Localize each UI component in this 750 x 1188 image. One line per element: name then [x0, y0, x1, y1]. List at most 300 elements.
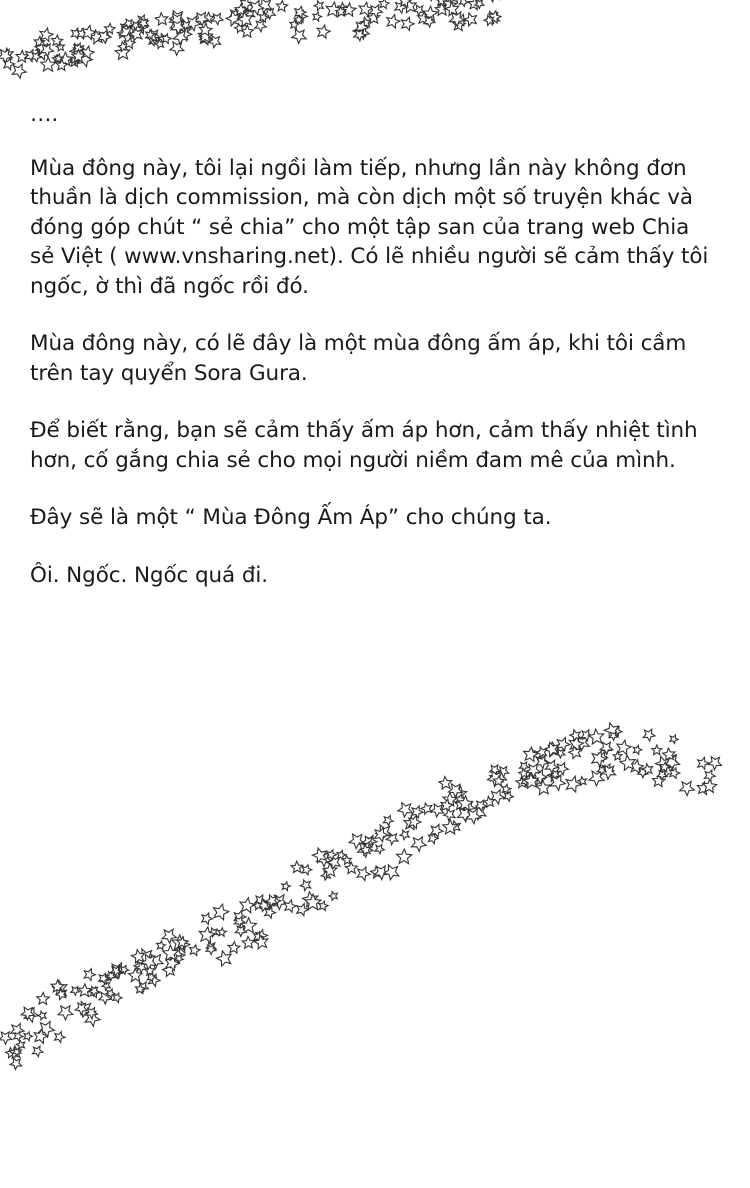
star-outline-icon: [458, 796, 473, 810]
star-outline-icon: [660, 762, 670, 772]
star-outline-icon: [25, 50, 37, 62]
star-outline-icon: [536, 747, 546, 758]
star-outline-icon: [399, 0, 411, 7]
star-outline-icon: [147, 30, 159, 42]
star-outline-icon: [489, 11, 501, 23]
star-outline-icon: [326, 2, 341, 17]
star-outline-icon: [319, 901, 328, 911]
star-outline-icon: [129, 968, 143, 981]
star-outline-icon: [37, 992, 50, 1004]
star-outline-icon: [162, 34, 172, 44]
star-outline-icon: [291, 861, 303, 872]
star-outline-icon: [230, 9, 241, 20]
star-outline-icon: [300, 880, 311, 891]
star-outline-icon: [609, 732, 618, 740]
star-outline-icon: [235, 7, 247, 19]
star-outline-icon: [532, 750, 543, 760]
star-outline-icon: [411, 837, 426, 852]
star-outline-icon: [240, 898, 255, 913]
paragraph-passion: Để biết rằng, bạn sẽ cảm thấy ấm áp hơn, cảm thấy nhiệt tình hơn, cố gắng chia sẻ cho mọi người niềm đam mê của mình.: [30, 418, 698, 473]
star-outline-icon: [386, 833, 398, 845]
star-outline-icon: [443, 793, 457, 807]
star-outline-icon: [566, 776, 581, 792]
star-outline-icon: [264, 8, 275, 19]
star-outline-icon: [359, 2, 373, 16]
star-outline-icon: [296, 10, 308, 22]
star-outline-icon: [519, 768, 528, 778]
star-outline-icon: [387, 15, 400, 29]
star-outline-icon: [74, 43, 84, 54]
star-outline-icon: [454, 797, 467, 809]
star-outline-icon: [620, 755, 635, 770]
star-outline-icon: [367, 11, 380, 23]
star-outline-icon: [234, 917, 245, 928]
star-outline-icon: [524, 747, 538, 761]
star-outline-icon: [179, 27, 192, 41]
star-outline-icon: [131, 22, 140, 30]
star-outline-icon: [70, 44, 85, 59]
star-outline-icon: [357, 27, 370, 40]
star-outline-icon: [124, 38, 135, 49]
star-outline-icon: [111, 967, 121, 977]
star-outline-icon: [163, 964, 176, 977]
star-outline-icon: [550, 775, 565, 790]
star-outline-icon: [445, 2, 459, 16]
star-outline-icon: [121, 21, 133, 33]
star-outline-icon: [436, 0, 449, 6]
star-outline-icon: [32, 1046, 43, 1057]
star-outline-icon: [414, 5, 424, 15]
star-outline-icon: [652, 745, 662, 755]
bottom-star-garland: [0, 723, 722, 1070]
star-outline-icon: [53, 55, 62, 64]
star-outline-icon: [258, 899, 270, 911]
star-outline-icon: [35, 41, 50, 56]
star-outline-icon: [131, 950, 144, 963]
star-outline-icon: [53, 981, 67, 995]
star-outline-icon: [24, 1032, 33, 1041]
star-outline-icon: [439, 777, 452, 790]
star-outline-icon: [206, 942, 216, 952]
star-outline-icon: [365, 835, 377, 847]
star-outline-icon: [137, 982, 148, 993]
star-outline-icon: [589, 729, 604, 744]
star-outline-icon: [294, 15, 303, 24]
star-outline-icon: [190, 945, 201, 956]
star-outline-icon: [379, 0, 389, 8]
star-outline-icon: [9, 1046, 22, 1058]
star-outline-icon: [312, 848, 326, 863]
star-outline-icon: [255, 20, 267, 31]
star-outline-icon: [241, 918, 257, 933]
star-outline-icon: [234, 16, 247, 29]
star-outline-icon: [56, 43, 65, 52]
star-outline-icon: [371, 866, 383, 878]
star-outline-icon: [340, 6, 349, 15]
ellipsis-paragraph: ….: [30, 102, 59, 127]
star-outline-icon: [218, 928, 227, 937]
star-outline-icon: [177, 937, 188, 948]
star-outline-icon: [570, 730, 580, 741]
star-outline-icon: [342, 856, 351, 865]
star-outline-icon: [115, 45, 130, 59]
star-outline-icon: [255, 895, 266, 906]
star-outline-icon: [457, 14, 468, 25]
star-outline-icon: [545, 742, 558, 756]
star-outline-icon: [353, 24, 366, 37]
star-outline-icon: [34, 37, 45, 47]
star-outline-icon: [226, 11, 240, 26]
star-outline-icon: [228, 942, 240, 954]
star-outline-icon: [137, 949, 153, 965]
star-outline-icon: [206, 945, 216, 955]
star-outline-icon: [101, 974, 111, 984]
star-outline-icon: [292, 29, 307, 43]
star-outline-icon: [86, 1008, 98, 1019]
star-outline-icon: [578, 777, 587, 786]
star-outline-icon: [70, 56, 79, 65]
star-outline-icon: [403, 0, 417, 13]
star-outline-icon: [11, 1024, 25, 1038]
star-outline-icon: [569, 737, 583, 751]
star-outline-icon: [90, 987, 100, 998]
star-outline-icon: [643, 729, 655, 741]
star-outline-icon: [670, 735, 678, 744]
star-outline-icon: [519, 762, 529, 771]
star-outline-icon: [475, 0, 484, 9]
star-outline-icon: [199, 927, 215, 943]
star-outline-icon: [600, 742, 613, 754]
star-outline-icon: [71, 28, 81, 39]
star-outline-icon: [604, 723, 618, 738]
top-star-garland: [0, 0, 505, 78]
star-outline-icon: [504, 792, 514, 802]
star-outline-icon: [266, 899, 275, 908]
star-outline-icon: [469, 0, 481, 10]
star-outline-icon: [597, 766, 606, 775]
star-outline-icon: [601, 765, 615, 779]
star-outline-icon: [163, 945, 179, 960]
star-outline-icon: [617, 740, 631, 755]
star-outline-icon: [119, 27, 134, 41]
star-outline-icon: [317, 25, 330, 38]
star-outline-icon: [431, 804, 444, 817]
star-outline-icon: [235, 24, 244, 33]
star-outline-icon: [527, 764, 541, 777]
star-outline-icon: [203, 12, 214, 23]
star-outline-icon: [490, 765, 501, 775]
star-outline-icon: [75, 1003, 87, 1015]
star-outline-icon: [493, 776, 504, 786]
star-outline-icon: [209, 36, 221, 48]
star-outline-icon: [550, 770, 560, 779]
star-outline-icon: [138, 18, 148, 28]
star-outline-icon: [589, 771, 604, 786]
star-outline-icon: [663, 748, 676, 760]
star-outline-icon: [490, 773, 499, 782]
star-outline-icon: [14, 1032, 23, 1042]
star-outline-icon: [539, 757, 548, 765]
star-outline-icon: [137, 15, 147, 25]
star-outline-icon: [249, 0, 263, 15]
star-outline-icon: [238, 12, 253, 27]
star-outline-icon: [545, 760, 558, 773]
star-outline-icon: [449, 821, 460, 832]
star-outline-icon: [642, 764, 653, 775]
star-outline-icon: [181, 25, 191, 35]
star-outline-icon: [148, 954, 163, 969]
star-outline-icon: [321, 871, 330, 880]
star-outline-icon: [345, 862, 357, 874]
star-outline-icon: [81, 46, 94, 59]
star-outline-icon: [123, 33, 134, 44]
star-outline-icon: [58, 1006, 73, 1020]
star-outline-icon: [124, 19, 133, 28]
star-outline-icon: [409, 816, 421, 829]
star-outline-icon: [157, 941, 166, 950]
star-outline-icon: [41, 57, 56, 71]
star-outline-icon: [697, 782, 710, 795]
star-outline-icon: [356, 21, 369, 34]
star-outline-icon: [337, 850, 346, 859]
star-outline-icon: [242, 936, 254, 948]
star-outline-icon: [443, 0, 456, 11]
star-outline-icon: [117, 29, 127, 38]
star-outline-icon: [0, 1032, 12, 1044]
star-outline-icon: [362, 836, 373, 847]
star-outline-icon: [71, 987, 80, 996]
star-outline-icon: [603, 745, 612, 753]
star-outline-icon: [76, 1002, 91, 1018]
star-outline-icon: [375, 828, 389, 842]
star-outline-icon: [448, 0, 460, 3]
star-outline-icon: [303, 892, 318, 907]
star-outline-icon: [534, 774, 546, 785]
star-outline-icon: [665, 754, 678, 767]
star-outline-icon: [664, 755, 679, 770]
paragraph-silly: Ôi. Ngốc. Ngốc quá đi.: [30, 562, 269, 588]
star-outline-icon: [146, 31, 157, 43]
star-outline-icon: [400, 830, 409, 840]
star-outline-icon: [72, 50, 85, 62]
star-outline-icon: [146, 30, 156, 40]
star-outline-icon: [431, 824, 444, 837]
star-outline-icon: [404, 816, 418, 829]
star-outline-icon: [424, 16, 435, 27]
star-outline-icon: [314, 1, 323, 11]
star-outline-icon: [55, 54, 64, 63]
star-outline-icon: [162, 929, 176, 943]
star-outline-icon: [569, 746, 581, 759]
star-outline-icon: [266, 895, 278, 907]
star-outline-icon: [195, 12, 209, 25]
star-outline-icon: [41, 44, 54, 57]
star-outline-icon: [110, 963, 126, 979]
star-outline-icon: [486, 12, 499, 25]
star-outline-icon: [170, 947, 185, 963]
star-outline-icon: [423, 6, 438, 20]
star-outline-icon: [56, 989, 66, 1000]
star-outline-icon: [235, 926, 246, 937]
star-outline-icon: [374, 866, 388, 880]
star-outline-icon: [349, 834, 364, 849]
star-outline-icon: [77, 29, 87, 39]
star-outline-icon: [290, 20, 299, 29]
star-outline-icon: [613, 727, 622, 736]
star-outline-icon: [557, 738, 570, 751]
star-outline-icon: [129, 27, 142, 40]
star-outline-icon: [13, 1048, 22, 1056]
star-outline-icon: [136, 962, 147, 973]
star-outline-icon: [52, 35, 63, 46]
star-outline-icon: [528, 769, 537, 778]
star-outline-icon: [175, 955, 184, 963]
star-outline-icon: [254, 932, 263, 942]
star-outline-icon: [484, 796, 495, 807]
star-outline-icon: [254, 935, 268, 949]
star-outline-icon: [360, 845, 371, 856]
star-outline-icon: [235, 4, 247, 16]
star-outline-icon: [199, 33, 211, 45]
star-outline-icon: [202, 913, 213, 924]
star-outline-icon: [369, 5, 382, 18]
star-outline-icon: [708, 757, 722, 770]
star-outline-icon: [38, 1011, 46, 1020]
star-outline-icon: [360, 17, 371, 28]
star-outline-icon: [556, 763, 568, 775]
star-outline-icon: [592, 751, 607, 766]
star-outline-icon: [490, 790, 504, 804]
star-outline-icon: [484, 15, 494, 25]
star-outline-icon: [327, 856, 340, 869]
star-outline-icon: [240, 0, 252, 10]
star-outline-icon: [58, 52, 72, 65]
star-outline-icon: [10, 1058, 22, 1069]
star-outline-icon: [342, 3, 356, 16]
star-outline-icon: [171, 20, 185, 34]
star-outline-icon: [12, 64, 26, 78]
star-outline-icon: [201, 33, 212, 45]
star-outline-icon: [241, 25, 254, 37]
star-outline-icon: [4, 58, 15, 70]
star-outline-icon: [169, 14, 184, 28]
star-outline-icon: [437, 0, 447, 6]
document-body: [30, 100, 710, 618]
star-outline-icon: [78, 984, 91, 997]
star-outline-icon: [135, 20, 148, 34]
star-outline-icon: [487, 0, 497, 2]
star-outline-icon: [56, 60, 67, 71]
star-outline-icon: [84, 969, 95, 981]
star-outline-icon: [449, 12, 464, 27]
star-outline-icon: [516, 777, 528, 788]
star-outline-icon: [98, 30, 111, 43]
star-outline-icon: [199, 23, 212, 36]
star-outline-icon: [253, 901, 262, 910]
star-outline-icon: [282, 882, 291, 891]
star-outline-icon: [139, 17, 149, 26]
star-outline-icon: [170, 18, 184, 32]
star-outline-icon: [574, 736, 589, 751]
star-outline-icon: [556, 749, 565, 758]
star-outline-icon: [272, 895, 287, 910]
star-outline-icon: [449, 784, 463, 797]
star-outline-icon: [78, 52, 93, 67]
star-outline-icon: [657, 771, 667, 780]
star-outline-icon: [166, 956, 180, 970]
star-outline-icon: [421, 803, 432, 814]
star-outline-icon: [466, 809, 481, 824]
star-outline-icon: [89, 987, 99, 996]
star-outline-icon: [533, 770, 547, 784]
star-outline-icon: [212, 14, 223, 25]
star-outline-icon: [147, 973, 156, 982]
star-outline-icon: [209, 928, 218, 937]
star-outline-icon: [297, 904, 309, 916]
star-outline-icon: [106, 989, 115, 998]
star-outline-icon: [34, 1029, 48, 1043]
star-outline-icon: [384, 865, 399, 880]
star-outline-icon: [107, 972, 116, 981]
star-outline-icon: [398, 803, 413, 818]
star-outline-icon: [444, 809, 455, 821]
star-outline-icon: [336, 7, 346, 17]
star-outline-icon: [102, 32, 111, 41]
star-outline-icon: [521, 777, 530, 786]
star-outline-icon: [536, 780, 551, 794]
star-outline-icon: [277, 1, 288, 12]
star-outline-icon: [6, 1048, 16, 1058]
star-outline-icon: [601, 764, 614, 777]
star-outline-icon: [16, 1040, 25, 1049]
star-outline-icon: [458, 807, 473, 822]
star-outline-icon: [55, 1032, 65, 1043]
star-outline-icon: [0, 49, 12, 63]
star-outline-icon: [295, 6, 306, 18]
star-outline-icon: [169, 11, 184, 25]
paragraph-warm-winter: Mùa đông này, có lẽ đây là một mùa đông ấm áp, khi tôi cầm trên tay quyển Sora Gura.: [30, 331, 687, 386]
star-outline-icon: [338, 3, 348, 13]
star-outline-icon: [358, 842, 374, 857]
star-outline-icon: [613, 752, 622, 760]
star-outline-icon: [58, 989, 67, 998]
star-outline-icon: [397, 849, 412, 864]
star-outline-icon: [130, 23, 143, 35]
star-outline-icon: [99, 992, 111, 1004]
star-outline-icon: [73, 45, 82, 54]
star-outline-icon: [656, 756, 670, 771]
star-outline-icon: [24, 1008, 38, 1023]
star-outline-icon: [40, 28, 53, 41]
star-outline-icon: [464, 13, 476, 26]
star-outline-icon: [145, 965, 155, 975]
star-outline-icon: [216, 951, 231, 966]
star-outline-icon: [357, 867, 370, 880]
star-outline-icon: [305, 894, 321, 909]
star-outline-icon: [82, 25, 96, 39]
star-outline-icon: [402, 17, 415, 30]
star-outline-icon: [547, 745, 556, 753]
star-outline-icon: [149, 37, 158, 46]
star-outline-icon: [412, 806, 424, 818]
star-outline-icon: [317, 853, 332, 867]
star-outline-icon: [653, 774, 666, 786]
star-outline-icon: [200, 32, 210, 42]
paragraph-winter-work: Mùa đông này, tôi lại ngồi làm tiếp, nhưng lần này không đơn thuần là dịch commission, mà còn dịch một số truyện khác và đóng góp chút “ sẻ chia” cho một tập san của trang web Chia sẻ Việt ( www.vnsharing.net). Có lẽ nhiều người sẽ cảm thấy tôi ngốc, ờ thì đã ngốc rồi đó.: [30, 155, 709, 299]
star-outline-icon: [581, 730, 592, 741]
star-outline-icon: [259, 13, 268, 23]
star-outline-icon: [120, 965, 129, 974]
